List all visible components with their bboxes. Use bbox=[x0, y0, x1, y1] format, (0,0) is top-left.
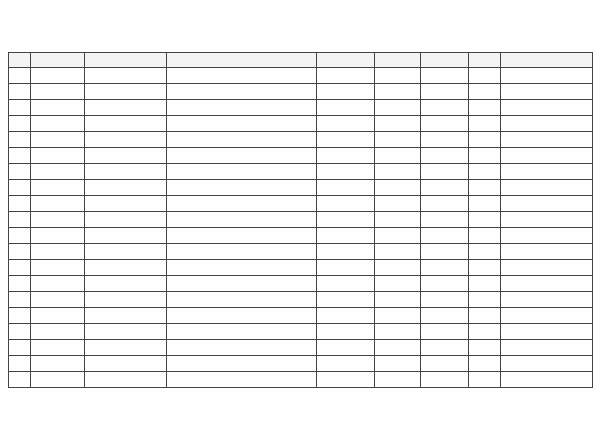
cell-id-no bbox=[317, 308, 375, 324]
cell-cash-payment bbox=[469, 68, 501, 84]
cell-account bbox=[85, 308, 167, 324]
cell-income bbox=[375, 68, 421, 84]
table-row bbox=[9, 196, 593, 212]
cell-income bbox=[375, 132, 421, 148]
cell-expense bbox=[421, 100, 469, 116]
cell-payee bbox=[167, 340, 317, 356]
table-row bbox=[9, 100, 593, 116]
cell-seq bbox=[9, 308, 31, 324]
cell-address bbox=[501, 244, 593, 260]
cell-address bbox=[501, 180, 593, 196]
cell-account bbox=[85, 340, 167, 356]
cell-expense bbox=[421, 356, 469, 372]
cell-date bbox=[31, 180, 85, 196]
cell-date bbox=[31, 244, 85, 260]
header-address bbox=[501, 53, 593, 68]
cell-seq bbox=[9, 180, 31, 196]
cell-income bbox=[375, 292, 421, 308]
cell-cash-payment bbox=[469, 164, 501, 180]
cell-seq bbox=[9, 244, 31, 260]
table-row bbox=[9, 180, 593, 196]
cell-seq bbox=[9, 228, 31, 244]
cell-address bbox=[501, 132, 593, 148]
cell-id-no bbox=[317, 292, 375, 308]
cell-cash-payment bbox=[469, 148, 501, 164]
cell-account bbox=[85, 356, 167, 372]
cell-account bbox=[85, 68, 167, 84]
cell-date bbox=[31, 68, 85, 84]
cell-address bbox=[501, 292, 593, 308]
cell-payee bbox=[167, 276, 317, 292]
cell-income bbox=[375, 84, 421, 100]
cell-cash-payment bbox=[469, 324, 501, 340]
cell-address bbox=[501, 260, 593, 276]
cell-account bbox=[85, 100, 167, 116]
cell-payee bbox=[167, 324, 317, 340]
cell-id-no bbox=[317, 372, 375, 388]
cell-address bbox=[501, 372, 593, 388]
cell-account bbox=[85, 196, 167, 212]
cell-payee bbox=[167, 164, 317, 180]
cell-address bbox=[501, 84, 593, 100]
cell-id-no bbox=[317, 100, 375, 116]
cell-payee bbox=[167, 180, 317, 196]
header-expense bbox=[421, 53, 469, 68]
cell-address bbox=[501, 68, 593, 84]
ledger-body bbox=[9, 68, 593, 388]
cell-address bbox=[501, 116, 593, 132]
header-seq bbox=[9, 53, 31, 68]
cell-address bbox=[501, 340, 593, 356]
cell-date bbox=[31, 196, 85, 212]
cell-cash-payment bbox=[469, 372, 501, 388]
cell-seq bbox=[9, 116, 31, 132]
cell-cash-payment bbox=[469, 212, 501, 228]
cell-income bbox=[375, 164, 421, 180]
table-row bbox=[9, 132, 593, 148]
cell-date bbox=[31, 132, 85, 148]
cell-expense bbox=[421, 340, 469, 356]
cell-cash-payment bbox=[469, 276, 501, 292]
cell-seq bbox=[9, 84, 31, 100]
cell-seq bbox=[9, 148, 31, 164]
cell-income bbox=[375, 180, 421, 196]
cell-payee bbox=[167, 228, 317, 244]
cell-address bbox=[501, 196, 593, 212]
cell-expense bbox=[421, 132, 469, 148]
table-row bbox=[9, 228, 593, 244]
cell-seq bbox=[9, 100, 31, 116]
table-row bbox=[9, 356, 593, 372]
cell-id-no bbox=[317, 84, 375, 100]
cell-id-no bbox=[317, 196, 375, 212]
cell-expense bbox=[421, 292, 469, 308]
cell-seq bbox=[9, 340, 31, 356]
cell-payee bbox=[167, 244, 317, 260]
cell-date bbox=[31, 100, 85, 116]
table-row bbox=[9, 372, 593, 388]
cell-address bbox=[501, 148, 593, 164]
cell-seq bbox=[9, 212, 31, 228]
cell-expense bbox=[421, 212, 469, 228]
cell-account bbox=[85, 292, 167, 308]
cell-income bbox=[375, 244, 421, 260]
cell-date bbox=[31, 372, 85, 388]
cell-expense bbox=[421, 68, 469, 84]
cell-income bbox=[375, 260, 421, 276]
cell-cash-payment bbox=[469, 100, 501, 116]
cell-date bbox=[31, 148, 85, 164]
cell-income bbox=[375, 148, 421, 164]
cell-cash-payment bbox=[469, 196, 501, 212]
cell-account bbox=[85, 132, 167, 148]
header-income bbox=[375, 53, 421, 68]
cell-cash-payment bbox=[469, 356, 501, 372]
cell-date bbox=[31, 84, 85, 100]
cell-cash-payment bbox=[469, 116, 501, 132]
table-row bbox=[9, 276, 593, 292]
cell-cash-payment bbox=[469, 260, 501, 276]
cell-income bbox=[375, 116, 421, 132]
cell-expense bbox=[421, 164, 469, 180]
cell-expense bbox=[421, 196, 469, 212]
cell-date bbox=[31, 228, 85, 244]
cell-date bbox=[31, 340, 85, 356]
cell-address bbox=[501, 164, 593, 180]
cell-account bbox=[85, 164, 167, 180]
cell-cash-payment bbox=[469, 132, 501, 148]
cell-payee bbox=[167, 100, 317, 116]
cell-income bbox=[375, 324, 421, 340]
cell-expense bbox=[421, 180, 469, 196]
cell-cash-payment bbox=[469, 308, 501, 324]
table-row bbox=[9, 116, 593, 132]
cell-id-no bbox=[317, 68, 375, 84]
cell-id-no bbox=[317, 244, 375, 260]
cell-account bbox=[85, 244, 167, 260]
cell-seq bbox=[9, 132, 31, 148]
cell-account bbox=[85, 372, 167, 388]
cell-seq bbox=[9, 164, 31, 180]
cell-account bbox=[85, 180, 167, 196]
cell-expense bbox=[421, 228, 469, 244]
header-cash-payment bbox=[469, 53, 501, 68]
cell-seq bbox=[9, 324, 31, 340]
table-row bbox=[9, 340, 593, 356]
cell-expense bbox=[421, 276, 469, 292]
cell-address bbox=[501, 228, 593, 244]
cell-account bbox=[85, 324, 167, 340]
cell-payee bbox=[167, 148, 317, 164]
cell-id-no bbox=[317, 276, 375, 292]
cell-payee bbox=[167, 292, 317, 308]
cell-id-no bbox=[317, 116, 375, 132]
cell-expense bbox=[421, 308, 469, 324]
cell-expense bbox=[421, 84, 469, 100]
cell-payee bbox=[167, 356, 317, 372]
cell-account bbox=[85, 276, 167, 292]
cell-account bbox=[85, 212, 167, 228]
cell-cash-payment bbox=[469, 228, 501, 244]
table-row bbox=[9, 308, 593, 324]
cell-expense bbox=[421, 116, 469, 132]
cell-account bbox=[85, 148, 167, 164]
cell-date bbox=[31, 212, 85, 228]
table-header-row bbox=[9, 53, 593, 68]
cell-seq bbox=[9, 260, 31, 276]
cell-address bbox=[501, 212, 593, 228]
cell-payee bbox=[167, 372, 317, 388]
cell-income bbox=[375, 340, 421, 356]
cell-id-no bbox=[317, 324, 375, 340]
cell-payee bbox=[167, 132, 317, 148]
cell-income bbox=[375, 276, 421, 292]
cell-seq bbox=[9, 372, 31, 388]
cell-date bbox=[31, 324, 85, 340]
table-row bbox=[9, 324, 593, 340]
table-row bbox=[9, 148, 593, 164]
table-row bbox=[9, 84, 593, 100]
cell-date bbox=[31, 308, 85, 324]
cell-expense bbox=[421, 372, 469, 388]
cell-date bbox=[31, 116, 85, 132]
cell-date bbox=[31, 292, 85, 308]
cell-id-no bbox=[317, 180, 375, 196]
cell-cash-payment bbox=[469, 340, 501, 356]
cell-seq bbox=[9, 292, 31, 308]
cell-id-no bbox=[317, 164, 375, 180]
header-account bbox=[85, 53, 167, 68]
cell-expense bbox=[421, 260, 469, 276]
cell-address bbox=[501, 276, 593, 292]
ledger-table bbox=[8, 52, 593, 388]
cell-payee bbox=[167, 196, 317, 212]
cell-seq bbox=[9, 356, 31, 372]
cell-account bbox=[85, 84, 167, 100]
cell-income bbox=[375, 372, 421, 388]
cell-address bbox=[501, 100, 593, 116]
table-row bbox=[9, 164, 593, 180]
cell-id-no bbox=[317, 148, 375, 164]
cell-date bbox=[31, 164, 85, 180]
cell-payee bbox=[167, 84, 317, 100]
cell-expense bbox=[421, 148, 469, 164]
cell-date bbox=[31, 276, 85, 292]
cell-account bbox=[85, 228, 167, 244]
cell-expense bbox=[421, 324, 469, 340]
cell-income bbox=[375, 308, 421, 324]
cell-cash-payment bbox=[469, 244, 501, 260]
cell-expense bbox=[421, 244, 469, 260]
cell-address bbox=[501, 356, 593, 372]
cell-id-no bbox=[317, 228, 375, 244]
cell-id-no bbox=[317, 212, 375, 228]
cell-income bbox=[375, 228, 421, 244]
table-row bbox=[9, 212, 593, 228]
cell-cash-payment bbox=[469, 180, 501, 196]
header-date bbox=[31, 53, 85, 68]
cell-payee bbox=[167, 308, 317, 324]
cell-cash-payment bbox=[469, 84, 501, 100]
table-row bbox=[9, 260, 593, 276]
cell-id-no bbox=[317, 356, 375, 372]
table-row bbox=[9, 244, 593, 260]
cell-id-no bbox=[317, 132, 375, 148]
cell-seq bbox=[9, 68, 31, 84]
cell-payee bbox=[167, 116, 317, 132]
header-id-no bbox=[317, 53, 375, 68]
cell-address bbox=[501, 324, 593, 340]
cell-account bbox=[85, 116, 167, 132]
table-row bbox=[9, 292, 593, 308]
cell-seq bbox=[9, 196, 31, 212]
cell-id-no bbox=[317, 260, 375, 276]
cell-account bbox=[85, 260, 167, 276]
cell-income bbox=[375, 356, 421, 372]
cell-payee bbox=[167, 68, 317, 84]
header-payee bbox=[167, 53, 317, 68]
cell-payee bbox=[167, 260, 317, 276]
cell-payee bbox=[167, 212, 317, 228]
cell-cash-payment bbox=[469, 292, 501, 308]
cell-income bbox=[375, 196, 421, 212]
cell-id-no bbox=[317, 340, 375, 356]
cell-date bbox=[31, 356, 85, 372]
cell-seq bbox=[9, 276, 31, 292]
cell-date bbox=[31, 260, 85, 276]
cell-income bbox=[375, 100, 421, 116]
table-row bbox=[9, 68, 593, 84]
cell-income bbox=[375, 212, 421, 228]
cell-address bbox=[501, 308, 593, 324]
